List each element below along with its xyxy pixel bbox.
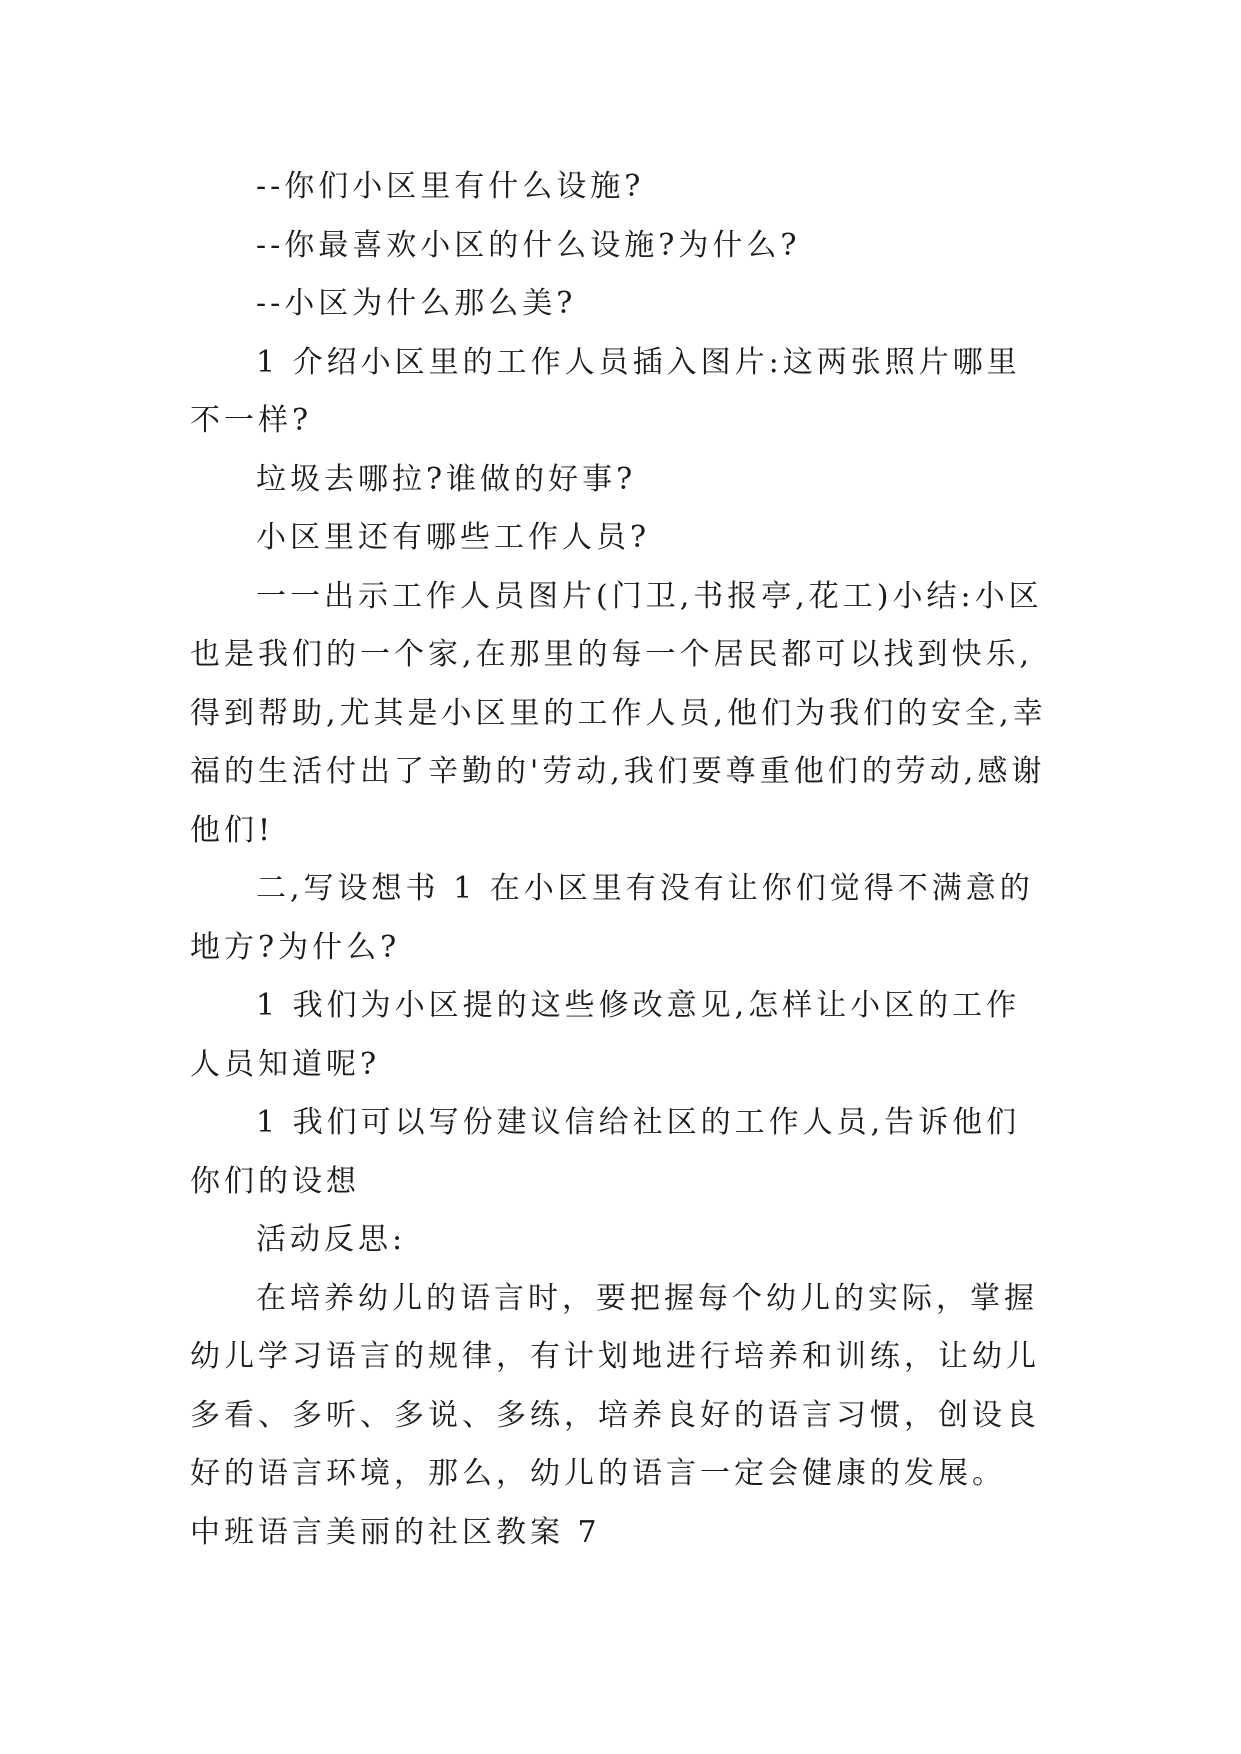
paragraph: 一一出示工作人员图片(门卫,书报亭,花工)小结:小区也是我们的一个家,在那里的每一个居民都可以找到快乐,得到帮助,尤其是小区里的工作人员,他们为我们的安全,幸福的生活付出了辛勤的'劳动,我们要尊重他们的劳动,感谢他们! — [190, 578, 1047, 848]
paragraph: 1 我们可以写份建议信给社区的工作人员,告诉他们你们的设想 — [190, 1105, 1021, 1199]
paragraph: --你们小区里有什么设施? — [256, 169, 645, 204]
section-title: 中班语言美丽的社区教案 7 — [190, 1514, 601, 1550]
document-body — [190, 158, 1050, 1562]
paragraph: 活动反思: — [256, 1222, 407, 1257]
paragraph: 小区里还有哪些工作人员? — [256, 520, 651, 555]
paragraph: 垃圾去哪拉?谁做的好事? — [256, 461, 637, 497]
paragraph: 二,写设想书 1 在小区里有没有让你们觉得不满意的地方?为什么? — [190, 871, 1034, 965]
paragraph: 在培养幼儿的语言时，要把握每个幼儿的实际，掌握幼儿学习语言的规律，有计划地进行培养和训练，让幼儿多看、多听、多说、多练，培养良好的语言习惯，创设良好的语言环境，那么，幼儿的语言一定会健康的发展。 — [190, 1280, 1040, 1491]
paragraph: --小区为什么那么美? — [256, 286, 577, 321]
paragraph: 1 介绍小区里的工作人员插入图片:这两张照片哪里不一样? — [190, 344, 1021, 438]
paragraph: 1 我们为小区提的这些修改意见,怎样让小区的工作人员知道呢? — [190, 988, 1021, 1082]
paragraph: --你最喜欢小区的什么设施?为什么? — [256, 227, 801, 263]
